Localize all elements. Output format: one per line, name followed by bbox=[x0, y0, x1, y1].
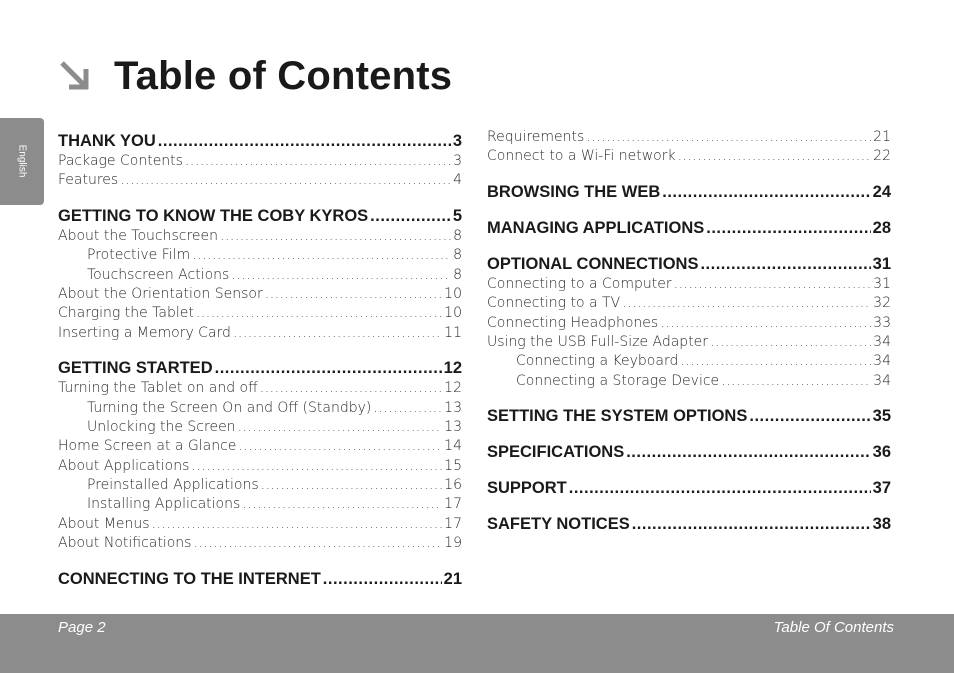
toc-subentry[interactable] bbox=[487, 352, 891, 371]
toc-leader-dots bbox=[662, 181, 870, 203]
toc-page-number: 10 bbox=[444, 285, 462, 302]
toc-section-entry[interactable] bbox=[487, 181, 891, 203]
toc-subentry[interactable] bbox=[487, 314, 891, 333]
toc-entry-title: About Applications bbox=[58, 457, 190, 474]
toc-subentry[interactable] bbox=[58, 399, 462, 418]
toc-section-entry[interactable] bbox=[487, 405, 891, 427]
toc-entry-title: Home Screen at a Glance bbox=[58, 438, 237, 455]
toc-leader-dots bbox=[660, 314, 871, 333]
toc-subentry[interactable] bbox=[58, 476, 462, 495]
toc-page-number: 17 bbox=[444, 496, 462, 513]
page-footer bbox=[0, 614, 954, 673]
toc-page-number: 22 bbox=[873, 148, 891, 165]
toc-entry-title: Connecting to a Computer bbox=[487, 275, 672, 292]
toc-page-number: 21 bbox=[873, 129, 891, 145]
toc-entry-title: About Menus bbox=[58, 515, 150, 532]
toc-leader-dots bbox=[152, 515, 443, 534]
page-number: Page 2 bbox=[58, 619, 106, 636]
toc-leader-dots bbox=[710, 333, 871, 352]
toc-page-number: 33 bbox=[873, 314, 891, 331]
toc-entry-title: Protective Film bbox=[87, 247, 191, 264]
toc-subentry[interactable] bbox=[58, 515, 462, 534]
toc-subentry[interactable] bbox=[58, 246, 462, 265]
toc-leader-dots bbox=[191, 457, 442, 476]
toc-leader-dots bbox=[220, 227, 451, 246]
toc-subentry[interactable] bbox=[487, 128, 891, 147]
toc-leader-dots bbox=[721, 372, 871, 391]
toc-subentry[interactable] bbox=[58, 495, 462, 514]
toc-page-number: 4 bbox=[453, 172, 462, 189]
toc-leader-dots bbox=[632, 513, 871, 535]
toc-leader-dots bbox=[238, 418, 443, 437]
toc-entry-title: Using the USB Full-Size Adapter bbox=[487, 333, 709, 350]
toc-entry-title: Inserting a Memory Card bbox=[58, 324, 231, 341]
toc-entry-title: Unlocking the Screen bbox=[87, 418, 236, 435]
toc-section-entry[interactable] bbox=[487, 477, 891, 499]
toc-entry-title: Connecting a Keyboard bbox=[516, 353, 679, 370]
toc-page-number: 13 bbox=[444, 399, 462, 416]
toc-page-number: 32 bbox=[873, 295, 891, 312]
language-tab bbox=[0, 118, 44, 205]
toc-page-number: 36 bbox=[872, 443, 891, 462]
toc-entry-title: GETTING TO KNOW THE COBY KYROS bbox=[58, 206, 369, 225]
toc-page-number: 31 bbox=[873, 275, 891, 292]
toc-page-number: 3 bbox=[452, 132, 462, 150]
toc-subentry[interactable] bbox=[58, 534, 462, 553]
toc-page-number: 34 bbox=[873, 333, 891, 350]
toc-leader-dots bbox=[373, 399, 442, 418]
toc-column-right bbox=[487, 128, 891, 535]
toc-page-number: 17 bbox=[444, 515, 462, 532]
toc-subentry[interactable] bbox=[58, 285, 462, 304]
toc-leader-dots bbox=[260, 379, 442, 398]
toc-subentry[interactable] bbox=[58, 418, 462, 437]
toc-entry-title: Connecting a Storage Device bbox=[516, 372, 720, 389]
toc-entry-title: Charging the Tablet bbox=[58, 305, 194, 322]
toc-page-number: 13 bbox=[444, 418, 462, 435]
toc-entry-title: About Notifications bbox=[58, 535, 192, 552]
toc-leader-dots bbox=[586, 128, 871, 147]
toc-entry-title: Turning the Screen On and Off (Standby) bbox=[87, 399, 372, 416]
toc-page-number: 35 bbox=[872, 407, 891, 426]
toc-subentry[interactable] bbox=[487, 333, 891, 352]
toc-page-number: 12 bbox=[444, 380, 462, 397]
toc-subentry[interactable] bbox=[58, 266, 462, 285]
toc-entry-title: Package Contents bbox=[58, 153, 183, 169]
toc-page-number: 34 bbox=[873, 353, 891, 370]
toc-leader-dots bbox=[370, 205, 451, 227]
toc-page-number: 21 bbox=[443, 569, 462, 588]
toc-page-number: 10 bbox=[444, 305, 462, 322]
toc-entry-title: SUPPORT bbox=[487, 479, 567, 498]
toc-page-number: 5 bbox=[452, 206, 462, 225]
toc-subentry[interactable] bbox=[58, 304, 462, 323]
toc-subentry[interactable] bbox=[58, 171, 462, 190]
toc-leader-dots bbox=[196, 304, 442, 323]
toc-entry-title: Preinstalled Applications bbox=[87, 477, 259, 494]
toc-section-entry[interactable] bbox=[487, 217, 891, 239]
toc-page-number: 24 bbox=[872, 182, 891, 201]
toc-section-entry[interactable] bbox=[58, 568, 462, 590]
toc-page-number: 38 bbox=[872, 515, 891, 534]
toc-subentry[interactable] bbox=[487, 275, 891, 294]
footer-section-title: Table Of Contents bbox=[773, 619, 894, 636]
toc-page-number: 8 bbox=[453, 266, 462, 283]
toc-leader-dots bbox=[192, 246, 451, 265]
toc-entry-title: Features bbox=[58, 172, 119, 189]
toc-leader-dots bbox=[158, 130, 451, 152]
toc-leader-dots bbox=[626, 441, 870, 463]
toc-entry-title: GETTING STARTED bbox=[58, 359, 213, 378]
toc-page-number: 19 bbox=[444, 535, 462, 552]
page-title: Table of Contents bbox=[114, 53, 453, 98]
toc-subentry[interactable] bbox=[487, 294, 891, 313]
toc-section-entry[interactable] bbox=[487, 441, 891, 463]
toc-subentry[interactable] bbox=[58, 324, 462, 343]
toc-page-number: 15 bbox=[444, 457, 462, 474]
toc-entry-title: SETTING THE SYSTEM OPTIONS bbox=[487, 407, 748, 426]
toc-page-number: 8 bbox=[453, 247, 462, 264]
toc-leader-dots bbox=[231, 266, 451, 285]
toc-entry-title: Requirements bbox=[487, 129, 585, 145]
toc-entry-title: Connect to a Wi-Fi network bbox=[487, 148, 676, 165]
toc-leader-dots bbox=[185, 152, 451, 171]
toc-entry-title: SPECIFICATIONS bbox=[487, 443, 625, 462]
toc-entry-title: MANAGING APPLICATIONS bbox=[487, 218, 705, 237]
toc-section-entry[interactable] bbox=[58, 357, 462, 379]
toc-entry-title: Touchscreen Actions bbox=[87, 266, 230, 283]
toc-leader-dots bbox=[678, 147, 872, 166]
toc-entry-title: BROWSING THE WEB bbox=[487, 182, 661, 201]
toc-subentry[interactable] bbox=[487, 372, 891, 391]
toc-section-entry[interactable] bbox=[487, 253, 891, 275]
toc-page-number: 34 bbox=[873, 372, 891, 389]
toc-page-number: 8 bbox=[453, 227, 462, 244]
toc-section-entry[interactable] bbox=[487, 513, 891, 535]
toc-entry-title: About the Touchscreen bbox=[58, 227, 218, 244]
toc-page-number: 37 bbox=[872, 479, 891, 498]
toc-leader-dots bbox=[749, 405, 870, 427]
toc-leader-dots bbox=[215, 357, 442, 379]
toc-entry-title: Turning the Tablet on and off bbox=[58, 380, 258, 397]
toc-subentry[interactable] bbox=[58, 152, 462, 171]
toc-page-number: 31 bbox=[872, 254, 891, 273]
toc-entry-title: Connecting to a TV bbox=[487, 295, 621, 312]
toc-leader-dots bbox=[261, 476, 443, 495]
toc-page-number: 12 bbox=[443, 359, 462, 378]
toc-leader-dots bbox=[706, 217, 870, 239]
toc-leader-dots bbox=[120, 171, 451, 190]
toc-entry-title: About the Orientation Sensor bbox=[58, 285, 263, 302]
toc-subentry[interactable] bbox=[58, 379, 462, 398]
toc-leader-dots bbox=[323, 568, 442, 590]
toc-leader-dots bbox=[622, 294, 871, 313]
toc-leader-dots bbox=[674, 275, 872, 294]
toc-leader-dots bbox=[680, 352, 871, 371]
toc-entry-title: Installing Applications bbox=[87, 496, 241, 513]
toc-page-number: 11 bbox=[444, 324, 462, 341]
toc-section-entry[interactable] bbox=[58, 130, 462, 152]
language-tab-label: English bbox=[16, 144, 28, 178]
toc-page-number: 28 bbox=[872, 218, 891, 237]
toc-leader-dots bbox=[700, 253, 870, 275]
arrow-down-right-icon bbox=[58, 59, 92, 93]
toc-column-left bbox=[58, 130, 462, 590]
toc-leader-dots bbox=[233, 324, 442, 343]
toc-entry-title: CONNECTING TO THE INTERNET bbox=[58, 569, 321, 588]
toc-subentry[interactable] bbox=[58, 457, 462, 476]
toc-page-number: 3 bbox=[453, 153, 462, 169]
toc-section-entry[interactable] bbox=[58, 205, 462, 227]
toc-entry-title: THANK YOU bbox=[58, 132, 156, 150]
toc-entry-title: SAFETY NOTICES bbox=[487, 515, 630, 534]
toc-leader-dots bbox=[193, 534, 442, 553]
toc-page-number: 14 bbox=[444, 438, 462, 455]
toc-leader-dots bbox=[265, 285, 442, 304]
toc-subentry[interactable] bbox=[487, 147, 891, 166]
toc-page-number: 16 bbox=[444, 477, 462, 494]
title-row bbox=[58, 48, 452, 104]
toc-subentry[interactable] bbox=[58, 437, 462, 456]
toc-subentry[interactable] bbox=[58, 227, 462, 246]
toc-leader-dots bbox=[238, 437, 442, 456]
toc-leader-dots bbox=[569, 477, 871, 499]
toc-entry-title: OPTIONAL CONNECTIONS bbox=[487, 254, 699, 273]
toc-leader-dots bbox=[242, 495, 442, 514]
toc-entry-title: Connecting Headphones bbox=[487, 314, 659, 331]
